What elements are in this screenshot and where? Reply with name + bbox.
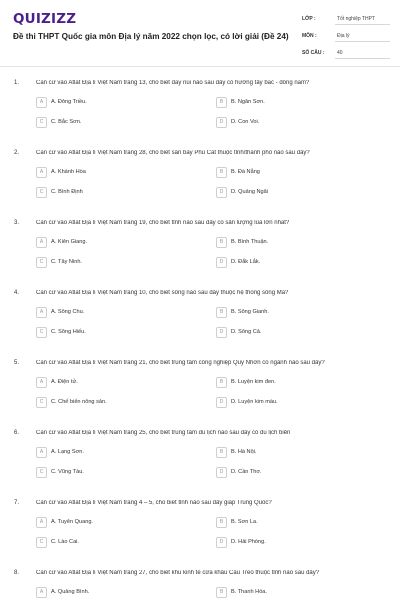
option-letter-box[interactable]: A [36,587,47,598]
question-number: 1. [14,80,20,86]
question-item [0,142,400,212]
option-text: B. Sông Gianh. [231,309,269,315]
option-text: B. Luyện kim đen. [231,379,276,385]
option-letter-box[interactable]: A [36,307,47,318]
question-text: Căn cứ vào Atlat Địa lí Việt Nam trang 4 – 5, cho biết tỉnh nào sau đây giáp Trung Quốc? [36,500,272,506]
option-text: D. Hải Phòng. [231,539,266,545]
option-letter-box[interactable]: B [216,167,227,178]
option-letter-box[interactable]: A [36,517,47,528]
option-text: A. Sông Chu. [51,309,85,315]
question-text: Căn cứ vào Atlat Địa lí Việt Nam trang 27, cho biết khu kinh tế cửa khẩu Cầu Treo thuộc tỉnh nào sau đây? [36,570,320,576]
option-letter-box[interactable]: D [216,187,227,198]
meta-label: SỐ CÂU : [302,50,325,56]
worksheet-header [0,0,400,66]
option-letter-box[interactable]: A [36,447,47,458]
question-item [0,282,400,352]
meta-underline [335,58,390,59]
option-letter-box[interactable]: B [216,307,227,318]
option-letter-box[interactable]: A [36,97,47,108]
option-letter-box[interactable]: A [36,377,47,388]
option-text: C. Bắc Sơn. [51,119,82,125]
option-letter-box[interactable]: D [216,467,227,478]
option-letter-box[interactable]: B [216,587,227,598]
question-item [0,72,400,142]
header-divider [0,66,400,67]
option-letter-box[interactable]: A [36,237,47,248]
question-item [0,212,400,282]
question-text: Căn cứ vào Atlat Địa lí Việt Nam trang 19, cho biết tỉnh nào sau đây có sản lượng lúa lớn nhất? [36,220,290,226]
meta-row-subject [302,30,390,47]
option-text: A. Khánh Hòa [51,169,86,175]
option-text: D. Cần Thơ. [231,469,262,475]
option-letter-box[interactable]: C [36,187,47,198]
option-letter-box[interactable]: B [216,237,227,248]
meta-value: Địa lý [337,33,350,39]
meta-label: LỚP : [302,16,316,22]
option-letter-box[interactable]: D [216,257,227,268]
question-number: 6. [14,430,20,436]
option-text: C. Bình Định [51,189,83,195]
option-text: B. Ngân Sơn. [231,99,265,105]
option-text: C. Sông Hiếu. [51,329,86,335]
option-text: D. Sông Cả. [231,329,262,335]
meta-row-question-count [302,47,390,64]
question-number: 3. [14,220,20,226]
option-text: D. Con Voi. [231,119,260,125]
question-number: 2. [14,150,20,156]
option-letter-box[interactable]: B [216,447,227,458]
option-text: A. Đông Triều. [51,99,87,105]
option-letter-box[interactable]: D [216,117,227,128]
option-letter-box[interactable]: D [216,397,227,408]
option-letter-box[interactable]: C [36,537,47,548]
question-item [0,562,400,600]
option-letter-box[interactable]: C [36,327,47,338]
option-text: C. Chế biến nông sản. [51,399,107,405]
question-text: Căn cứ vào Atlat Địa lí Việt Nam trang 13, cho biết dãy núi nào sau đây có hướng tây bắc - đông nam? [36,80,310,86]
option-text: A. Điện tử. [51,379,78,385]
option-letter-box[interactable]: C [36,117,47,128]
option-text: A. Kiên Giang. [51,239,88,245]
meta-underline [335,41,390,42]
question-text: Căn cứ vào Atlat Địa lí Việt Nam trang 10, cho biết sông nào sau đây thuộc hệ thống sông Mã? [36,290,289,296]
meta-label: MÔN : [302,33,317,39]
question-text: Căn cứ vào Atlat Địa lí Việt Nam trang 21, cho biết trung tâm công nghiệp Quy Nhơn có ngành nào sau đây? [36,360,325,366]
option-text: D. Luyện kim màu. [231,399,278,405]
question-item [0,492,400,562]
question-item [0,352,400,422]
question-text: Căn cứ vào Atlat Địa lí Việt Nam trang 25, cho biết trung tâm du lịch nào sau đây có du lịch biển [36,430,291,436]
question-number: 8. [14,570,20,576]
option-text: B. Bình Thuận. [231,239,269,245]
option-text: B. Hà Nội. [231,449,257,455]
option-text: C. Vũng Tàu. [51,469,84,475]
option-letter-box[interactable]: B [216,97,227,108]
option-text: A. Tuyên Quang. [51,519,93,525]
document-title: Đề thi THPT Quốc gia môn Địa lý năm 2022 chọn lọc, có lời giải (Đề 24) [13,32,289,41]
meta-row-grade [302,13,390,30]
question-number: 5. [14,360,20,366]
option-letter-box[interactable]: B [216,517,227,528]
option-text: A. Quảng Bình. [51,589,90,595]
question-number: 7. [14,500,20,506]
question-item [0,422,400,492]
option-text: C. Lào Cai. [51,539,79,545]
meta-value: 40 [337,50,343,56]
option-text: C. Tây Ninh. [51,259,82,265]
option-letter-box[interactable]: B [216,377,227,388]
option-text: B. Sơn La. [231,519,258,525]
option-letter-box[interactable]: D [216,327,227,338]
worksheet-meta [302,13,390,64]
option-letter-box[interactable]: D [216,537,227,548]
question-number: 4. [14,290,20,296]
option-letter-box[interactable]: A [36,167,47,178]
option-text: B. Đà Nẵng [231,169,260,175]
question-list [0,72,400,600]
option-letter-box[interactable]: C [36,397,47,408]
option-letter-box[interactable]: C [36,467,47,478]
option-text: D. Quảng Ngãi [231,189,269,195]
question-text: Căn cứ vào Atlat Địa lí Việt Nam trang 28, cho biết sân bay Phù Cát thuộc tỉnh/thành phố nào sau đây? [36,150,310,156]
meta-value: Tốt nghiệp THPT [337,16,375,22]
option-letter-box[interactable]: C [36,257,47,268]
option-text: D. Đắk Lắk. [231,259,261,265]
quizizz-logo: QUIZIZZ [13,11,77,27]
option-text: A. Lạng Sơn. [51,449,84,455]
meta-underline [335,24,390,25]
option-text: B. Thanh Hóa. [231,589,267,595]
